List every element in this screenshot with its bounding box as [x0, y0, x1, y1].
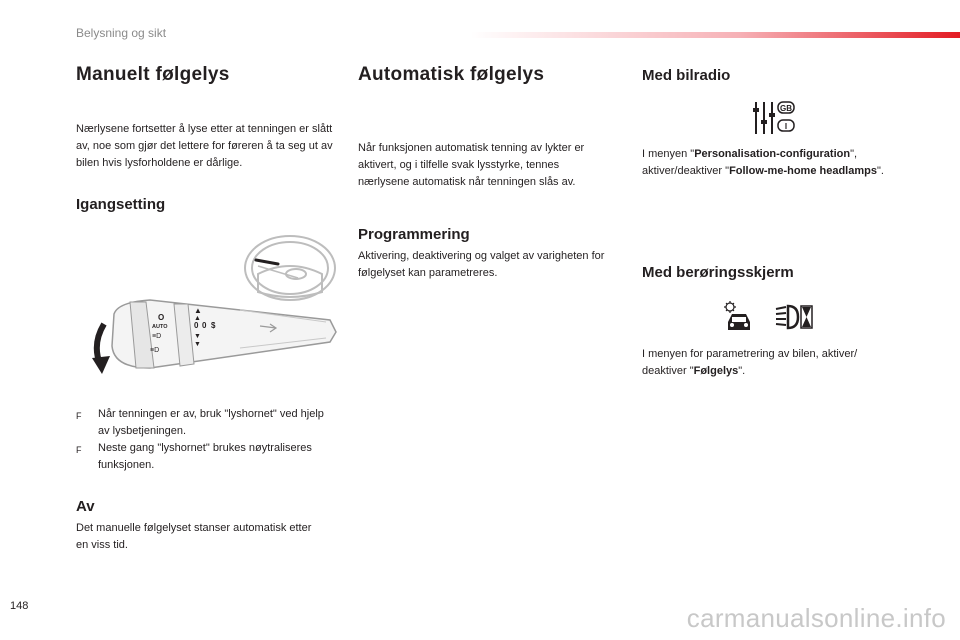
touch-text: I menyen for parametrering av bilen, aktiver/ deaktiver "Følgelys". — [642, 348, 858, 377]
middle-intro: Når funksjonen automatisk tenning av lykter er aktivert, og i tilfelle svak lysstyrke, tennes nærlysene automatisk når tenningen slås av. — [358, 142, 585, 188]
stalk-label-fog-3: $ — [211, 321, 216, 330]
header-accent-bar — [470, 32, 960, 38]
stalk-arrow-up-1: ▲ — [194, 306, 202, 315]
watermark: carmanualsonline.info — [686, 603, 946, 633]
left-title: Manuelt følgelys — [76, 64, 230, 85]
touch-heading: Med berøringsskjerm — [642, 264, 794, 281]
follow-me-home-icon — [774, 304, 814, 330]
radio-settings-icon — [752, 100, 796, 136]
start-heading: Igangsetting — [76, 196, 166, 213]
gb-icon: GB — [780, 104, 792, 113]
stalk-label-fog-1: 0 — [194, 321, 199, 330]
programming-heading: Programmering — [358, 226, 470, 243]
stalk-label-auto: AUTO — [152, 324, 168, 330]
pull-arrow-icon — [92, 324, 110, 374]
light-stalk-icon — [112, 300, 336, 368]
bullet-text: Når tenningen er av, bruk "lyshornet" ved hjelp av lysbetjeningen. — [98, 408, 324, 437]
programming-text: Aktivering, deaktivering og valget av varigheten for følgelyset kan parametreres. — [358, 250, 605, 279]
page-number: 148 — [10, 600, 29, 612]
stalk-marker-icon — [256, 260, 278, 264]
off-text: Det manuelle følgelyset stanser automatisk etter en viss tid. — [76, 522, 312, 551]
stalk-label-beam: ≡D — [150, 347, 160, 354]
radio-heading: Med bilradio — [642, 67, 731, 84]
stalk-label-low: ≡D — [152, 333, 162, 340]
bullet-icon: F — [76, 411, 82, 421]
section-header: Belysning og sikt — [76, 26, 167, 40]
bullet-icon: F — [76, 445, 82, 455]
steering-wheel-icon — [245, 236, 335, 300]
vehicle-settings-icon — [722, 300, 756, 334]
stalk-label-off: O — [158, 313, 165, 322]
stalk-arrow-down-2: ▼ — [194, 341, 201, 348]
off-heading: Av — [76, 498, 95, 515]
start-bullets — [76, 406, 338, 474]
lighting-stalk-illustration — [90, 228, 340, 376]
option-name: Follow-me-home headlamps — [729, 165, 877, 177]
option-name: Følgelys — [693, 365, 739, 377]
middle-title: Automatisk følgelys — [358, 64, 545, 85]
radio-text: I menyen "Personalisation-configuration", aktiver/deaktiver "Follow-me-home headlamps". — [642, 148, 884, 177]
stalk-arrow-down-1: ▼ — [194, 333, 201, 340]
stalk-label-fog-2: 0 — [202, 321, 207, 330]
list-item — [76, 440, 338, 474]
list-item — [76, 406, 338, 440]
info-icon: I — [784, 122, 788, 131]
menu-name: Personalisation-configuration — [694, 148, 851, 160]
stalk-arrow-up-2: ▲ — [194, 315, 201, 322]
bullet-text: Neste gang "lyshornet" brukes nøytraliseres funksjonen. — [98, 442, 312, 471]
left-intro: Nærlysene fortsetter å lyse etter at tenningen er slått av, noe som gjør det lettere for føreren å ta seg ut av bilen hvis lysforholdene er dårlige. — [76, 123, 333, 169]
